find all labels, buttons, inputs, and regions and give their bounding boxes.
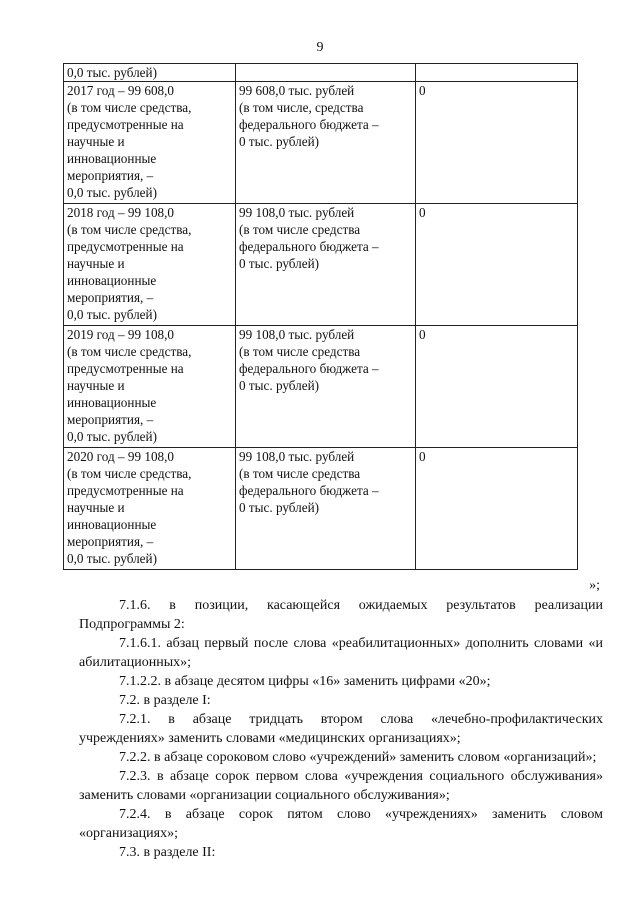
closing-quote: »; [589, 578, 600, 593]
paragraph: 7.2.1. в абзаце тридцать втором слова «лечебно-профилактических учреждениях» заменить словами «медицинских организациях»; [79, 712, 603, 746]
paragraph: 7.2. в разделе I: [119, 693, 211, 708]
table-row [64, 204, 578, 326]
table-row [64, 448, 578, 570]
amendment-paragraphs [79, 596, 603, 862]
table-cell-year: 2018 год – 99 108,0 (в том числе средства, предусмотренные на научные и инновационные мероприятия, – 0,0 тыс. рублей) [64, 204, 236, 326]
paragraph: 7.1.6.1. абзац первый после слова «реабилитационных» дополнить словами «и абилитационных»; [79, 636, 603, 670]
page-number: 9 [316, 40, 324, 55]
table-row [64, 64, 578, 82]
table-cell-other: 0 [416, 82, 578, 204]
table-row [64, 326, 578, 448]
table-cell-year: 0,0 тыс. рублей) [64, 64, 236, 82]
table-row [64, 82, 578, 204]
table-cell-other: 0 [416, 204, 578, 326]
table-cell-year: 2019 год – 99 108,0 (в том числе средства, предусмотренные на научные и инновационные мероприятия, – 0,0 тыс. рублей) [64, 326, 236, 448]
paragraph: 7.2.3. в абзаце сорок первом слова «учреждения социального обслуживания» заменить словами «организации социального обслуживания»; [79, 769, 603, 803]
table-cell-year: 2017 год – 99 608,0 (в том числе средства, предусмотренные на научные и инновационные мероприятия, – 0,0 тыс. рублей) [64, 82, 236, 204]
table-cell-other [416, 64, 578, 82]
table-cell-total: 99 108,0 тыс. рублей (в том числе средства федерального бюджета – 0 тыс. рублей) [236, 448, 416, 570]
paragraph: 7.2.2. в абзаце сороковом слово «учреждений» заменить словом «организаций»; [119, 750, 597, 765]
funding-table [63, 63, 578, 570]
paragraph: 7.1.2.2. в абзаце десятом цифры «16» заменить цифрами «20»; [119, 674, 491, 689]
table-cell-total: 99 108,0 тыс. рублей (в том числе средства федерального бюджета – 0 тыс. рублей) [236, 326, 416, 448]
table-cell-other: 0 [416, 448, 578, 570]
table-cell-year: 2020 год – 99 108,0 (в том числе средства, предусмотренные на научные и инновационные мероприятия, – 0,0 тыс. рублей) [64, 448, 236, 570]
paragraph: 7.1.6. в позиции, касающейся ожидаемых результатов реализации Подпрограммы 2: [79, 598, 603, 632]
table-cell-total [236, 64, 416, 82]
table-cell-other: 0 [416, 326, 578, 448]
paragraph: 7.3. в разделе II: [119, 845, 216, 860]
table-cell-total: 99 608,0 тыс. рублей (в том числе, средства федерального бюджета – 0 тыс. рублей) [236, 82, 416, 204]
table-cell-total: 99 108,0 тыс. рублей (в том числе средства федерального бюджета – 0 тыс. рублей) [236, 204, 416, 326]
paragraph: 7.2.4. в абзаце сорок пятом слово «учреждениях» заменить словом «организациях»; [79, 807, 603, 841]
